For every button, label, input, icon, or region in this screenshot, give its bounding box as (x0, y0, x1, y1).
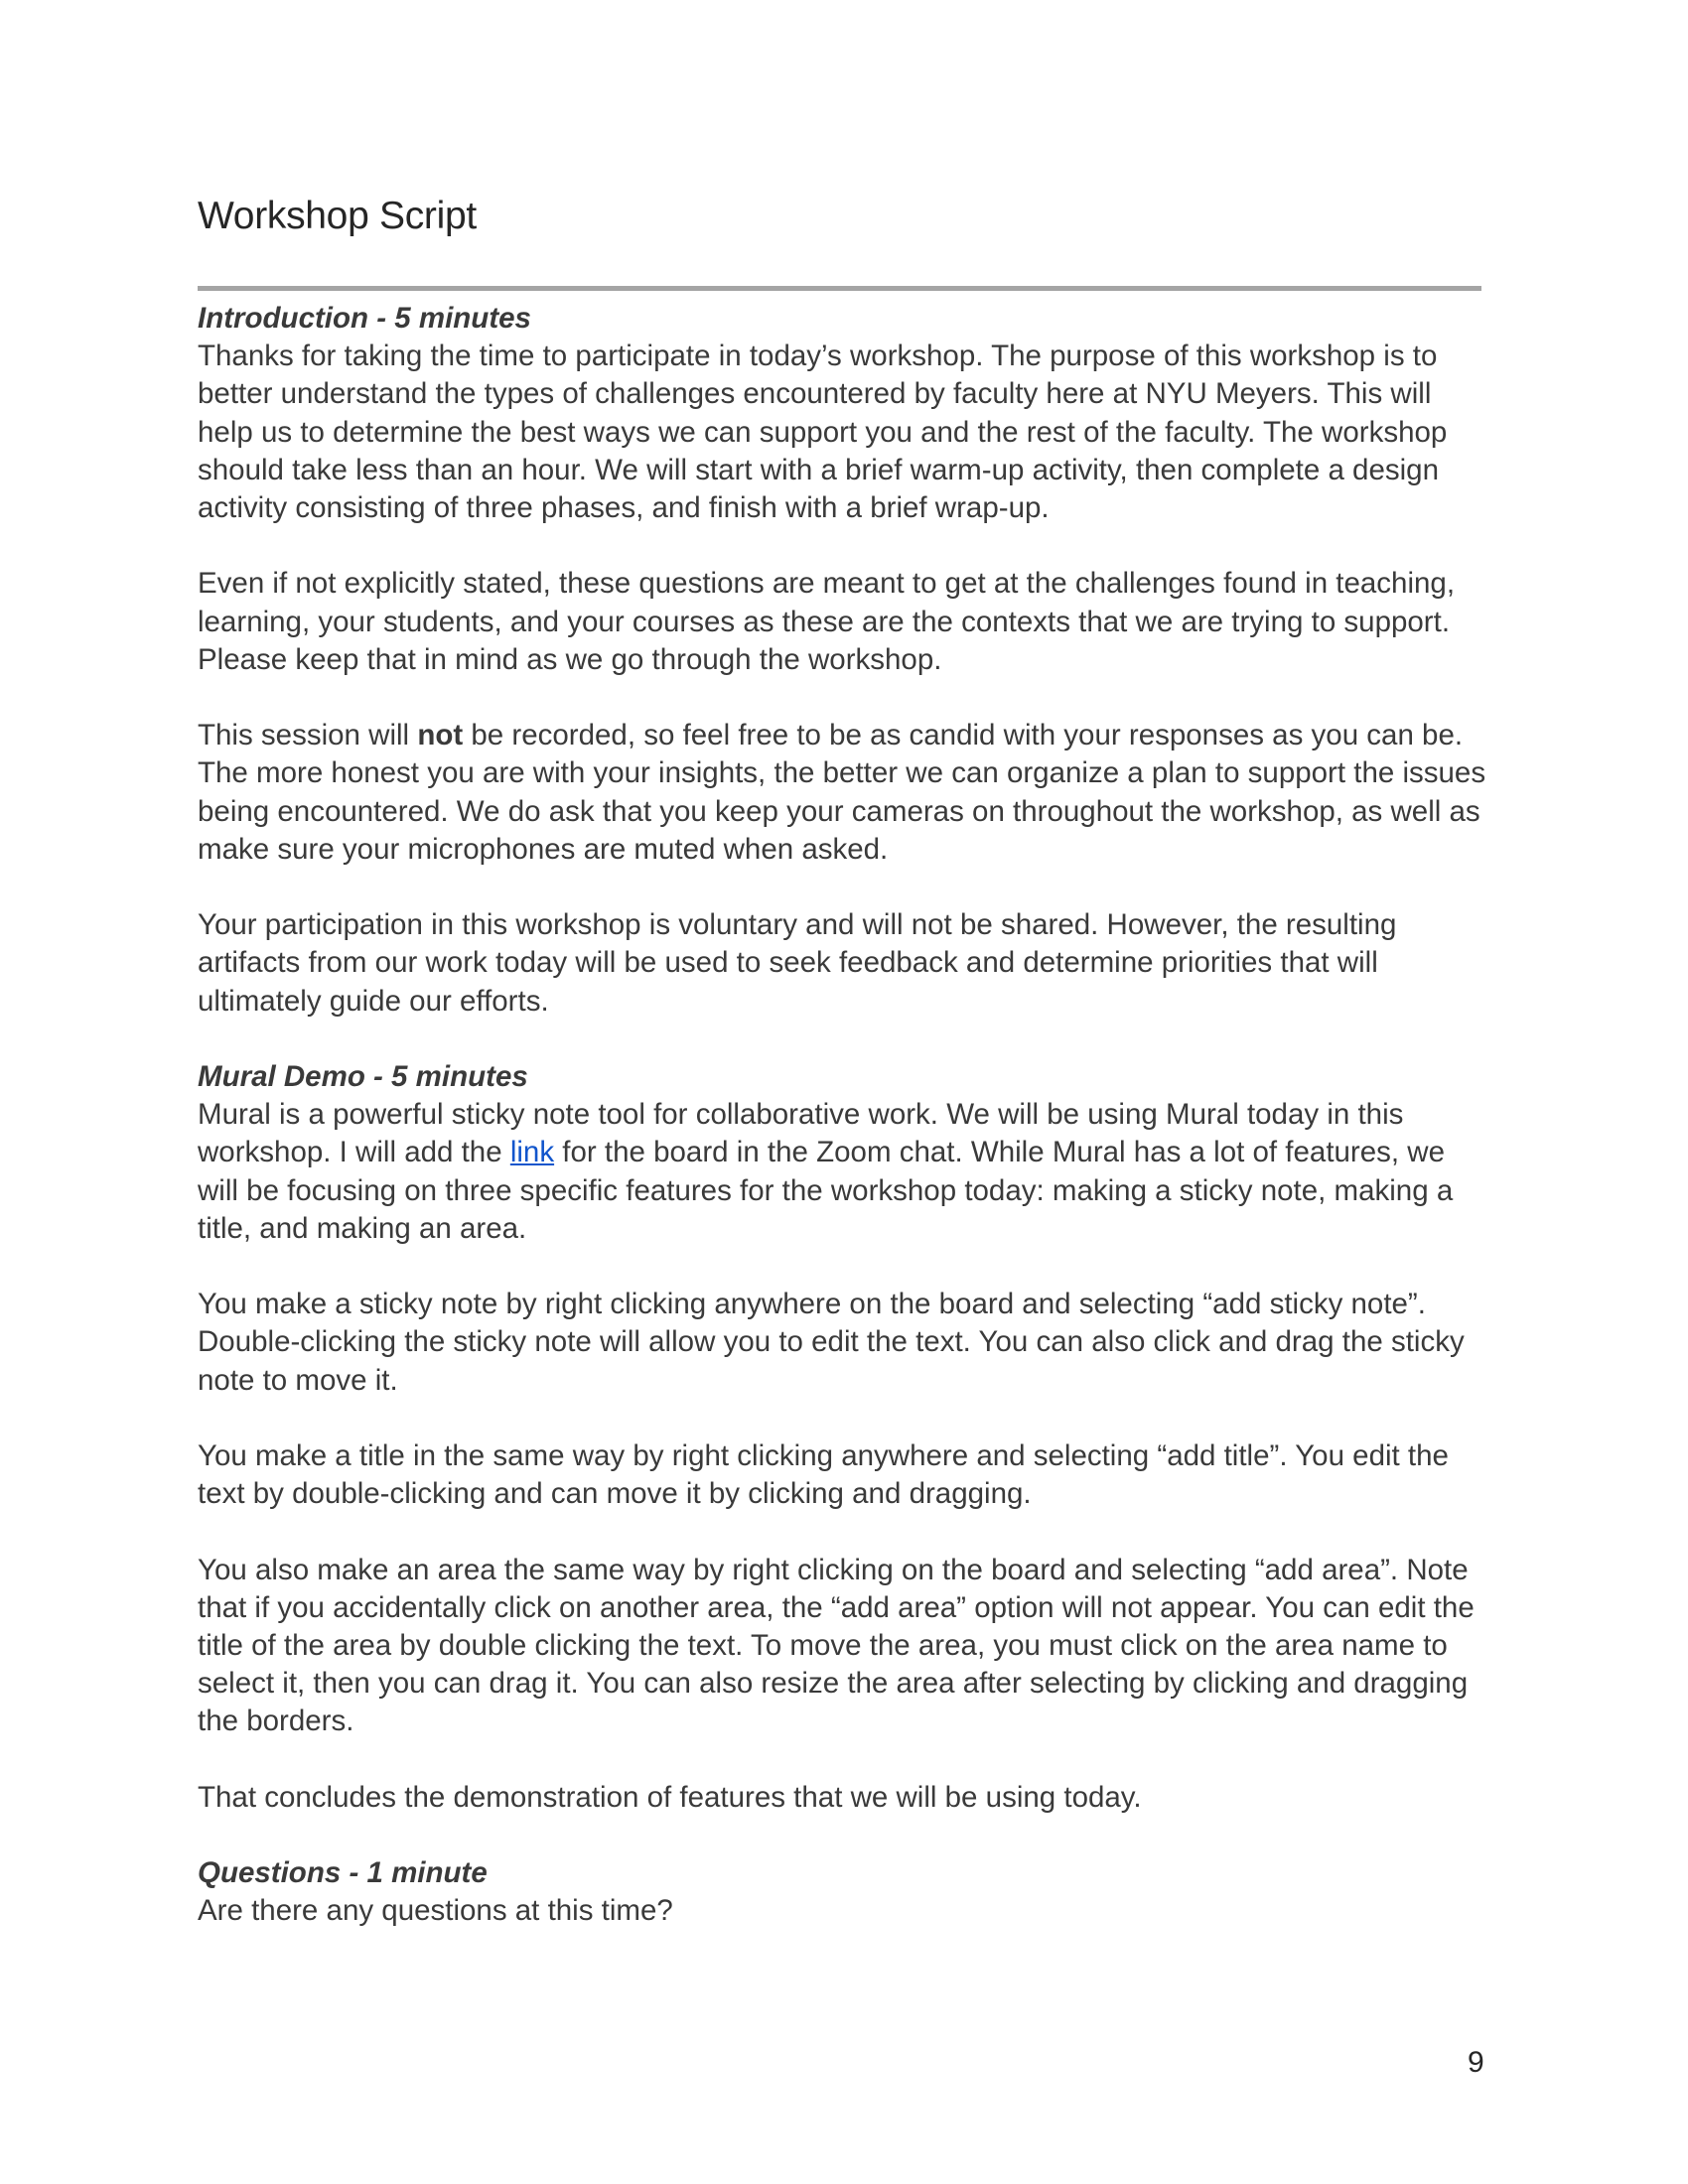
page-number: 9 (1468, 2046, 1484, 2079)
mural-demo-p1-start: Mural is a powerful sticky note tool for collaborative work. We will be using Mural today in this workshop. I will add the (198, 1098, 1404, 1169)
mural-demo-p1-end: for the board in the Zoom chat. While Mural has a lot of features, we will be focusing on three specific features for the workshop today: making a sticky note, making a title, and making an area. (198, 1136, 1454, 1245)
mural-demo-paragraph-4: You also make an area the same way by right clicking on the board and selecting “add area”. Note that if you accidentally click on another area, the “add area” option will not appear. You can edit the title of the area by double clicking the text. To move the area, you must click on the area name to select it, then you can drag it. You can also resize the area after selecting by clicking and dragging the borders. (198, 1553, 1475, 1738)
title-divider (198, 286, 1481, 291)
section-heading-questions: Questions - 1 minute (198, 1856, 488, 1890)
mural-demo-paragraph-2: You make a sticky note by right clicking anywhere on the board and selecting “add sticky note”. Double-clicking the sticky note will allow you to edit the text. You can also click and drag the sticky note to move it. (198, 1288, 1465, 1397)
introduction-paragraph-4: Your participation in this workshop is voluntary and will not be shared. However, the resulting artifacts from our work today will be used to seek feedback and determine priorities that will ultimately guide our efforts. (198, 908, 1397, 1018)
document-body (198, 300, 1488, 1931)
introduction-paragraph-3 (198, 717, 1488, 869)
introduction-paragraph-2: Even if not explicitly stated, these questions are meant to get at the challenges found in teaching, learning, your students, and your courses as these are the contexts that we are trying to support. Please keep that in mind as we go through the workshop. (198, 567, 1456, 676)
section-heading-introduction: Introduction - 5 minutes (198, 302, 531, 335)
introduction-paragraph-1: Thanks for taking the time to participate in today’s workshop. The purpose of this workshop is to better understand the types of challenges encountered by faculty here at NYU Meyers. This will help us to determine the best ways we can support you and the rest of the faculty. The workshop should take less than an hour. We will start with a brief warm-up activity, then complete a design activity consisting of three phases, and finish with a brief wrap-up. (198, 340, 1448, 525)
mural-demo-paragraph-3: You make a title in the same way by right clicking anywhere and selecting “add title”. You edit the text by double-clicking and can move it by clicking and dragging. (198, 1439, 1449, 1511)
introduction-p3-end: be recorded, so feel free to be as candid with your responses as you can be. The more honest you are with your insights, the better we can organize a plan to support the issues being encountered. We do ask that you keep your cameras on throughout the workshop, as well as make sure your microphones are muted when asked. (198, 719, 1486, 866)
mural-demo-paragraph-5: That concludes the demonstration of features that we will be using today. (198, 1780, 1142, 1814)
introduction-p3-start: This session will (198, 719, 418, 752)
introduction-p3-bold: not (417, 719, 464, 752)
mural-demo-paragraph-1 (198, 1096, 1488, 1248)
questions-paragraph-1: Are there any questions at this time? (198, 1894, 673, 1928)
section-heading-mural-demo: Mural Demo - 5 minutes (198, 1060, 528, 1093)
mural-board-link[interactable]: link (509, 1136, 555, 1169)
page-title: Workshop Script (198, 195, 477, 237)
